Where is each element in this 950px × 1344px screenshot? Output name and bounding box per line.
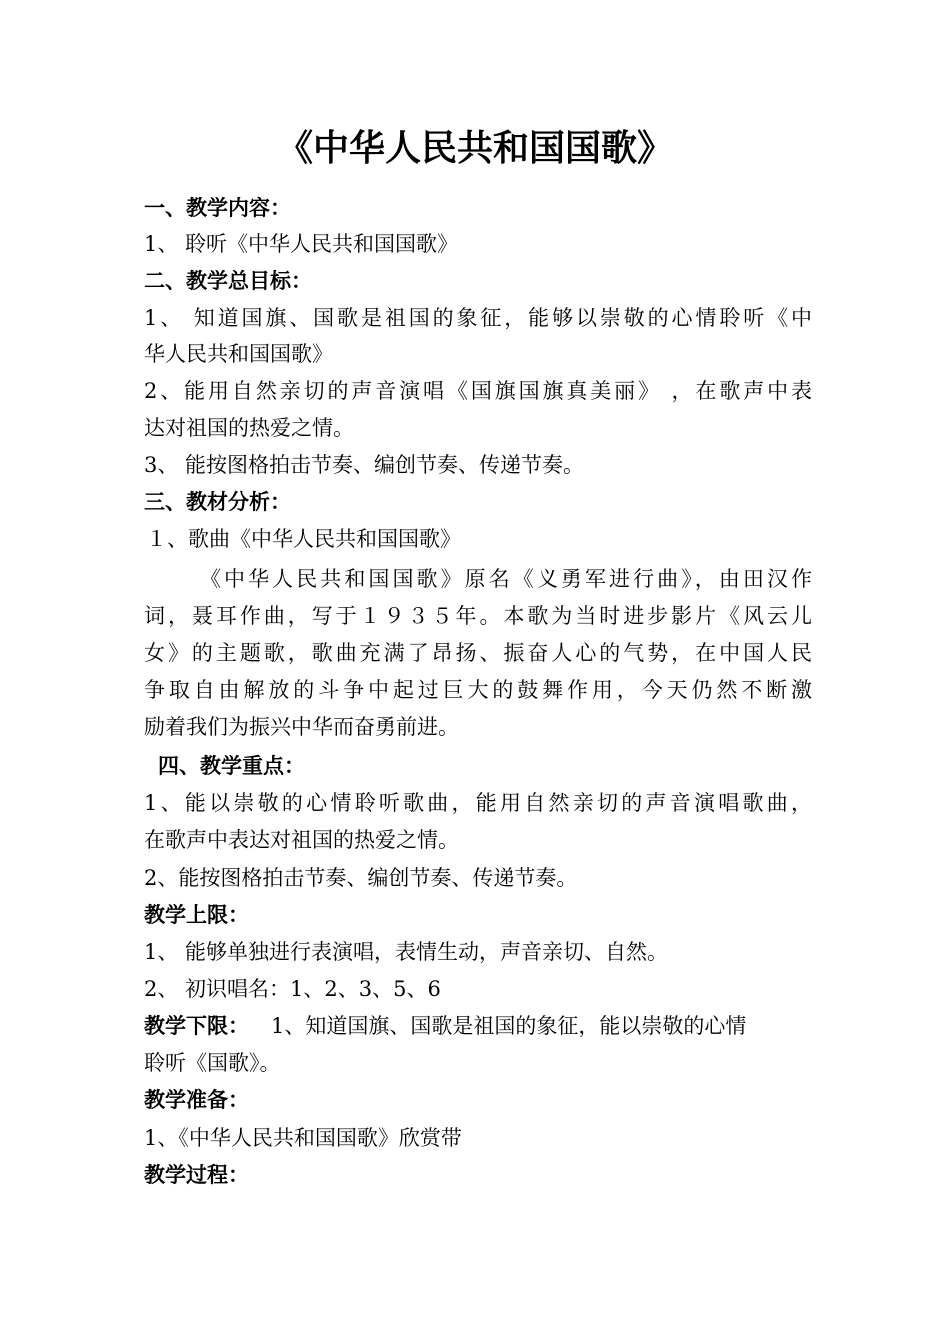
key-point-2: 2、能按图格拍击节奏、编创节奏、传递节奏。 (144, 866, 578, 890)
analysis-paragraph-line-3: 女》的主题歌，歌曲充满了昂扬、振奋人心的气势，在中国人民 (144, 641, 812, 665)
section-heading-lower-limit: 教学下限： (144, 1014, 249, 1038)
analysis-paragraph-line-5: 励着我们为振兴中华而奋勇前进。 (144, 715, 459, 739)
goal-item-1-line-1: 1、 知道国旗、国歌是祖国的象征，能够以崇敬的心情聆听《中 (144, 306, 812, 330)
lower-limit-row (144, 1008, 812, 1044)
preparation-item-1: 1、《中华人民共和国国歌》欣赏带 (144, 1126, 462, 1150)
lower-limit-item-1-line-2: 聆听《国歌》。 (144, 1051, 281, 1075)
analysis-item-1: １、歌曲《中华人民共和国国歌》 (146, 527, 461, 551)
section-heading-process: 教学过程： (144, 1163, 249, 1187)
goal-item-1-line-2: 华人民共和国国歌》 (144, 342, 333, 366)
content-item-1: 1、 聆听《中华人民共和国国歌》 (144, 232, 459, 256)
goal-item-2-line-2: 达对祖国的热爱之情。 (144, 416, 354, 440)
goal-item-3: 3、 能按图格拍击节奏、编创节奏、传递节奏。 (144, 453, 585, 477)
section-heading-preparation: 教学准备： (144, 1088, 249, 1112)
section-heading-analysis: 三、教材分析： (144, 490, 291, 514)
upper-limit-item-2: 2、 初识唱名：1、2、3、5、6 (144, 977, 441, 1001)
section-heading-goals: 二、教学总目标： (144, 269, 312, 293)
section-heading-upper-limit: 教学上限： (144, 903, 249, 927)
lower-limit-item-1-line-1: 1、知道国旗、国歌是祖国的象征，能以崇敬的心情 (271, 1014, 747, 1038)
key-point-1-line-1: 1、能以崇敬的心情聆听歌曲，能用自然亲切的声音演唱歌曲， (144, 791, 812, 815)
upper-limit-item-1: 1、 能够单独进行表演唱，表情生动，声音亲切、自然。 (144, 940, 669, 964)
section-heading-content: 一、教学内容： (144, 196, 291, 220)
goal-item-2-line-1: 2、能用自然亲切的声音演唱《国旗国旗真美丽》 ，在歌声中表 (144, 379, 812, 403)
section-heading-key-points: 四、教学重点： (158, 754, 305, 778)
analysis-paragraph-line-4: 争取自由解放的斗争中起过巨大的鼓舞作用，今天仍然不断激 (144, 678, 812, 702)
key-point-1-line-2: 在歌声中表达对祖国的热爱之情。 (144, 828, 459, 852)
analysis-paragraph-line-2: 词，聂耳作曲，写于１９３５年。本歌为当时进步影片《风云儿 (144, 604, 812, 628)
document-title: 《中华人民共和国国歌》 (276, 128, 673, 169)
analysis-paragraph-line-1: 《中华人民共和国国歌》原名《义勇军进行曲》，由田汉作 (200, 567, 812, 591)
